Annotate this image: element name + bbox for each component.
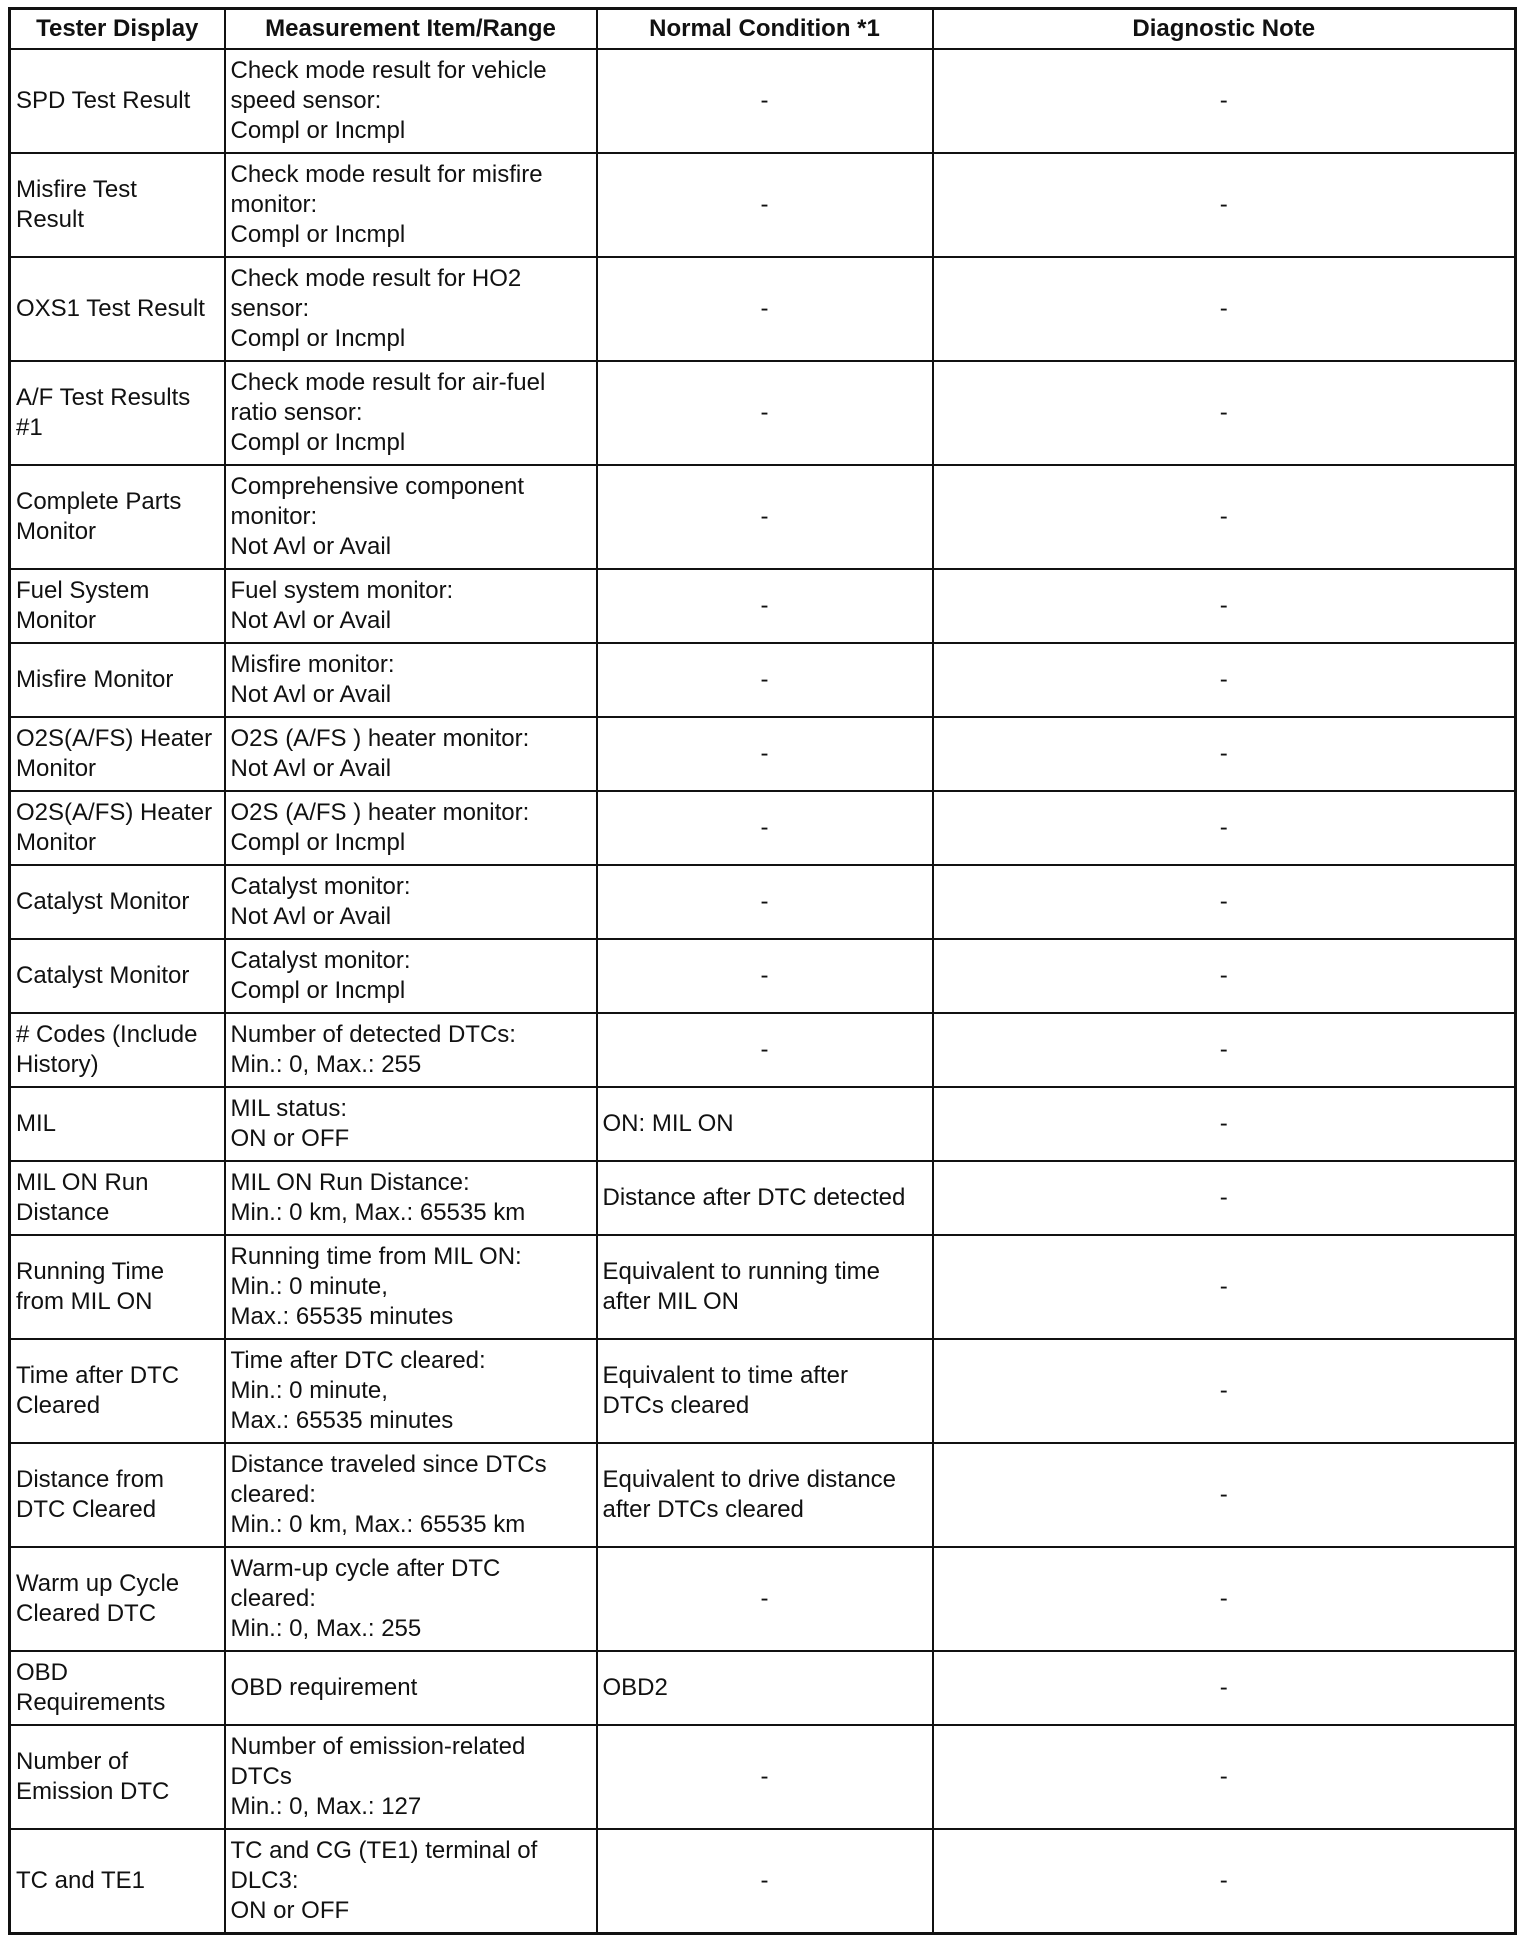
cell-tester-display <box>10 643 225 717</box>
cell-text-line: Misfire Monitor <box>16 666 174 693</box>
cell-measurement-item <box>225 153 597 257</box>
cell-text-line: Not Avl or Avail <box>230 607 392 634</box>
table-header-row <box>10 9 1516 50</box>
cell-tester-display <box>10 1013 225 1087</box>
cell-text-line: after DTCs cleared <box>602 1496 804 1523</box>
cell-tester-display <box>10 717 225 791</box>
cell-measurement-item <box>225 1013 597 1087</box>
cell-normal-condition <box>597 1339 933 1443</box>
cell-text-line: Result <box>16 206 85 233</box>
cell-text-line: Min.: 0 km, Max.: 65535 km <box>230 1511 526 1538</box>
cell-text-line: - <box>760 503 769 530</box>
cell-normal-condition <box>597 1547 933 1651</box>
cell-text-line: Comprehensive component <box>230 473 524 500</box>
cell-text-line: Check mode result for vehicle <box>230 57 547 84</box>
cell-text-line: - <box>760 87 769 114</box>
cell-diagnostic-note <box>933 1161 1516 1235</box>
cell-text-line: Max.: 65535 minutes <box>230 1407 454 1434</box>
cell-text-line: Check mode result for HO2 <box>230 265 522 292</box>
cell-text-line: Number of <box>16 1748 129 1775</box>
cell-tester-display <box>10 1339 225 1443</box>
cell-text-line: DTC Cleared <box>16 1496 157 1523</box>
cell-normal-condition <box>597 1161 933 1235</box>
cell-normal-condition <box>597 153 933 257</box>
cell-diagnostic-note <box>933 49 1516 153</box>
cell-diagnostic-note <box>933 153 1516 257</box>
cell-diagnostic-note <box>933 465 1516 569</box>
cell-text-line: Fuel System <box>16 577 150 604</box>
cell-text-line: Number of emission-related <box>230 1733 526 1760</box>
cell-text-line: O2S (A/FS ) heater monitor: <box>230 799 530 826</box>
cell-text-line: - <box>1219 962 1228 989</box>
cell-text-line: MIL status: <box>230 1095 347 1122</box>
table-row <box>10 1235 1516 1339</box>
table-row <box>10 1443 1516 1547</box>
table-row <box>10 361 1516 465</box>
cell-text-line: O2S(A/FS) Heater <box>16 725 213 752</box>
cell-text-line: monitor: <box>230 503 318 530</box>
cell-diagnostic-note <box>933 1013 1516 1087</box>
header-normal-condition: Normal Condition *1 <box>597 9 933 50</box>
cell-normal-condition <box>597 1829 933 1933</box>
table-row <box>10 569 1516 643</box>
cell-normal-condition <box>597 1087 933 1161</box>
cell-measurement-item <box>225 939 597 1013</box>
cell-text-line: TC and TE1 <box>16 1866 145 1894</box>
cell-text-line: Requirements <box>16 1689 166 1716</box>
cell-text-line: DLC3: <box>230 1866 299 1894</box>
cell-measurement-item <box>225 1161 597 1235</box>
table-row <box>10 49 1516 153</box>
cell-text-line: ON or OFF <box>230 1125 350 1152</box>
cell-measurement-item <box>225 49 597 153</box>
cell-text-line: - <box>1219 1481 1228 1508</box>
cell-measurement-item <box>225 465 597 569</box>
cell-text-line: - <box>760 1036 769 1063</box>
cell-tester-display <box>10 1829 225 1933</box>
cell-text-line: ON: MIL ON <box>602 1110 734 1137</box>
cell-tester-display <box>10 1725 225 1829</box>
cell-text-line: - <box>1219 295 1228 322</box>
cell-text-line: Equivalent to drive distance <box>602 1466 897 1493</box>
cell-tester-display <box>10 361 225 465</box>
cell-text-line: ratio sensor: <box>230 399 363 426</box>
cell-text-line: speed sensor: <box>230 87 382 114</box>
cell-text-line: - <box>1219 1674 1228 1701</box>
table-row <box>10 939 1516 1013</box>
cell-text-line: Min.: 0 minute, <box>230 1377 388 1404</box>
cell-tester-display <box>10 1087 225 1161</box>
cell-text-line: Min.: 0 minute, <box>230 1273 388 1300</box>
cell-text-line: Check mode result for air-fuel <box>230 369 546 396</box>
cell-text-line: DTCs cleared <box>602 1392 750 1419</box>
cell-measurement-item <box>225 1547 597 1651</box>
cell-text-line: Min.: 0, Max.: 255 <box>230 1615 422 1642</box>
cell-measurement-item <box>225 1339 597 1443</box>
cell-text-line: MIL <box>16 1110 57 1137</box>
cell-diagnostic-note <box>933 865 1516 939</box>
cell-text-line: Warm-up cycle after DTC <box>230 1555 501 1582</box>
cell-text-line: #1 <box>16 414 43 441</box>
table-row <box>10 643 1516 717</box>
cell-tester-display <box>10 865 225 939</box>
cell-text-line: - <box>760 962 769 989</box>
cell-text-line: TC and CG (TE1) terminal of <box>230 1836 538 1864</box>
cell-normal-condition <box>597 865 933 939</box>
cell-tester-display <box>10 1547 225 1651</box>
header-measurement-item: Measurement Item/Range <box>225 9 597 50</box>
cell-text-line: - <box>1219 1273 1228 1300</box>
cell-text-line: Monitor <box>16 829 97 856</box>
data-list-table <box>8 7 1517 1935</box>
cell-text-line: Cleared DTC <box>16 1600 157 1627</box>
cell-text-line: Running Time <box>16 1258 165 1285</box>
cell-text-line: - <box>1219 666 1228 693</box>
cell-text-line: - <box>1219 1110 1228 1137</box>
cell-normal-condition <box>597 49 933 153</box>
cell-text-line: - <box>760 592 769 619</box>
table-row <box>10 1547 1516 1651</box>
cell-text-line: History) <box>16 1051 99 1078</box>
cell-text-line: Warm up Cycle <box>16 1570 180 1597</box>
cell-text-line: Cleared <box>16 1392 101 1419</box>
cell-text-line: Min.: 0 km, Max.: 65535 km <box>230 1199 526 1226</box>
cell-measurement-item <box>225 1235 597 1339</box>
cell-text-line: - <box>1219 503 1228 530</box>
cell-text-line: Complete Parts <box>16 488 182 515</box>
cell-normal-condition <box>597 1443 933 1547</box>
cell-text-line: Compl or Incmpl <box>230 325 406 352</box>
table-row <box>10 791 1516 865</box>
table-row <box>10 1087 1516 1161</box>
cell-text-line: - <box>760 666 769 693</box>
cell-text-line: - <box>760 399 769 426</box>
cell-text-line: cleared: <box>230 1585 316 1612</box>
cell-text-line: - <box>760 740 769 767</box>
cell-normal-condition <box>597 643 933 717</box>
cell-text-line: Time after DTC cleared: <box>230 1347 486 1374</box>
cell-text-line: - <box>1219 399 1228 426</box>
cell-text-line: monitor: <box>230 191 318 218</box>
cell-text-line: SPD Test Result <box>16 87 191 114</box>
cell-text-line: Emission DTC <box>16 1778 170 1805</box>
cell-normal-condition <box>597 1725 933 1829</box>
cell-text-line: Max.: 65535 minutes <box>230 1303 454 1330</box>
cell-text-line: Compl or Incmpl <box>230 117 406 144</box>
cell-text-line: Not Avl or Avail <box>230 533 392 560</box>
cell-measurement-item <box>225 1725 597 1829</box>
cell-measurement-item <box>225 1443 597 1547</box>
cell-text-line: Distance <box>16 1199 110 1226</box>
cell-diagnostic-note <box>933 1829 1516 1933</box>
cell-diagnostic-note <box>933 1235 1516 1339</box>
cell-diagnostic-note <box>933 717 1516 791</box>
cell-text-line: - <box>760 191 769 218</box>
cell-text-line: Catalyst monitor: <box>230 873 411 900</box>
cell-text-line: - <box>760 295 769 322</box>
cell-text-line: Running time from MIL ON: <box>230 1243 522 1270</box>
cell-diagnostic-note <box>933 643 1516 717</box>
cell-text-line: - <box>1219 191 1228 218</box>
cell-normal-condition <box>597 1235 933 1339</box>
cell-text-line: after MIL ON <box>602 1288 739 1315</box>
cell-text-line: Check mode result for misfire <box>230 161 543 188</box>
cell-text-line: Misfire monitor: <box>230 651 395 678</box>
cell-text-line: - <box>1219 1585 1228 1612</box>
cell-diagnostic-note <box>933 1547 1516 1651</box>
cell-text-line: - <box>1219 1377 1228 1404</box>
cell-text-line: Monitor <box>16 755 97 782</box>
cell-text-line: - <box>760 814 769 841</box>
cell-text-line: - <box>1219 888 1228 915</box>
table-row <box>10 1013 1516 1087</box>
cell-diagnostic-note <box>933 1651 1516 1725</box>
cell-text-line: # Codes (Include <box>16 1021 198 1048</box>
cell-diagnostic-note <box>933 361 1516 465</box>
cell-text-line: Catalyst monitor: <box>230 947 411 974</box>
cell-measurement-item <box>225 717 597 791</box>
cell-tester-display <box>10 1443 225 1547</box>
cell-text-line: MIL ON Run <box>16 1169 149 1196</box>
cell-text-line: Min.: 0, Max.: 127 <box>230 1793 422 1820</box>
table-row <box>10 257 1516 361</box>
cell-text-line: Compl or Incmpl <box>230 977 406 1004</box>
cell-normal-condition <box>597 569 933 643</box>
header-tester-display: Tester Display <box>10 9 225 50</box>
cell-text-line: Fuel system monitor: <box>230 577 454 604</box>
cell-tester-display <box>10 465 225 569</box>
cell-text-line: - <box>1219 814 1228 841</box>
cell-text-line: Misfire Test <box>16 176 137 203</box>
cell-text-line: Equivalent to time after <box>602 1362 848 1389</box>
cell-measurement-item <box>225 643 597 717</box>
cell-normal-condition <box>597 361 933 465</box>
cell-diagnostic-note <box>933 569 1516 643</box>
cell-text-line: - <box>1219 1184 1228 1211</box>
cell-tester-display <box>10 153 225 257</box>
cell-diagnostic-note <box>933 791 1516 865</box>
cell-diagnostic-note <box>933 939 1516 1013</box>
cell-text-line: from MIL ON <box>16 1288 153 1315</box>
table-row <box>10 465 1516 569</box>
cell-measurement-item <box>225 1651 597 1725</box>
cell-diagnostic-note <box>933 1087 1516 1161</box>
cell-text-line: - <box>760 888 769 915</box>
cell-text-line: - <box>760 1866 769 1894</box>
cell-text-line: Not Avl or Avail <box>230 681 392 708</box>
cell-text-line: Not Avl or Avail <box>230 903 392 930</box>
cell-text-line: Catalyst Monitor <box>16 962 190 989</box>
cell-text-line: Time after DTC <box>16 1362 180 1389</box>
cell-diagnostic-note <box>933 1443 1516 1547</box>
cell-tester-display <box>10 257 225 361</box>
cell-text-line: Equivalent to running time <box>602 1258 880 1285</box>
cell-text-line: MIL ON Run Distance: <box>230 1169 470 1196</box>
cell-normal-condition <box>597 1651 933 1725</box>
table-row <box>10 1829 1516 1933</box>
cell-normal-condition <box>597 465 933 569</box>
cell-text-line: OBD <box>16 1659 69 1686</box>
cell-tester-display <box>10 791 225 865</box>
cell-text-line: DTCs <box>230 1763 292 1790</box>
cell-text-line: - <box>1219 740 1228 767</box>
table-row <box>10 1339 1516 1443</box>
cell-measurement-item <box>225 1829 597 1933</box>
cell-normal-condition <box>597 257 933 361</box>
cell-tester-display <box>10 49 225 153</box>
cell-text-line: Min.: 0, Max.: 255 <box>230 1051 422 1078</box>
cell-text-line: Monitor <box>16 518 97 545</box>
cell-text-line: - <box>1219 1866 1228 1894</box>
table-row <box>10 153 1516 257</box>
cell-tester-display <box>10 1651 225 1725</box>
cell-text-line: Compl or Incmpl <box>230 221 406 248</box>
cell-diagnostic-note <box>933 257 1516 361</box>
cell-text-line: Distance after DTC detected <box>602 1184 906 1211</box>
cell-text-line: Number of detected DTCs: <box>230 1021 516 1048</box>
table-row <box>10 1725 1516 1829</box>
cell-text-line: - <box>1219 87 1228 114</box>
cell-text-line: Compl or Incmpl <box>230 829 406 856</box>
data-list-sheet <box>8 7 1514 1935</box>
cell-text-line: O2S(A/FS) Heater <box>16 799 213 826</box>
cell-tester-display <box>10 569 225 643</box>
cell-text-line: Compl or Incmpl <box>230 429 406 456</box>
cell-measurement-item <box>225 1087 597 1161</box>
cell-measurement-item <box>225 791 597 865</box>
cell-measurement-item <box>225 569 597 643</box>
header-diagnostic-note: Diagnostic Note <box>933 9 1516 50</box>
cell-tester-display <box>10 1235 225 1339</box>
table-row <box>10 1161 1516 1235</box>
cell-measurement-item <box>225 865 597 939</box>
table-row <box>10 717 1516 791</box>
cell-text-line: OBD2 <box>602 1674 668 1701</box>
cell-diagnostic-note <box>933 1339 1516 1443</box>
cell-normal-condition <box>597 939 933 1013</box>
cell-normal-condition <box>597 717 933 791</box>
cell-measurement-item <box>225 257 597 361</box>
cell-diagnostic-note <box>933 1725 1516 1829</box>
cell-text-line: Distance from <box>16 1466 165 1493</box>
cell-normal-condition <box>597 1013 933 1087</box>
cell-text-line: O2S (A/FS ) heater monitor: <box>230 725 530 752</box>
cell-text-line: OBD requirement <box>230 1674 418 1701</box>
cell-text-line: sensor: <box>230 295 310 322</box>
cell-tester-display <box>10 939 225 1013</box>
cell-text-line: - <box>1219 592 1228 619</box>
cell-text-line: ON or OFF <box>230 1896 350 1924</box>
table-row <box>10 1651 1516 1725</box>
cell-text-line: cleared: <box>230 1481 316 1508</box>
cell-measurement-item <box>225 361 597 465</box>
cell-text-line: OXS1 Test Result <box>16 295 205 322</box>
cell-text-line: - <box>760 1763 769 1790</box>
cell-text-line: A/F Test Results <box>16 384 191 411</box>
cell-text-line: Distance traveled since DTCs <box>230 1451 547 1478</box>
cell-text-line: Catalyst Monitor <box>16 888 190 915</box>
table-row <box>10 865 1516 939</box>
cell-tester-display <box>10 1161 225 1235</box>
cell-text-line: - <box>1219 1036 1228 1063</box>
cell-text-line: Monitor <box>16 607 97 634</box>
cell-text-line: Not Avl or Avail <box>230 755 392 782</box>
cell-text-line: - <box>760 1585 769 1612</box>
cell-normal-condition <box>597 791 933 865</box>
cell-text-line: - <box>1219 1763 1228 1790</box>
